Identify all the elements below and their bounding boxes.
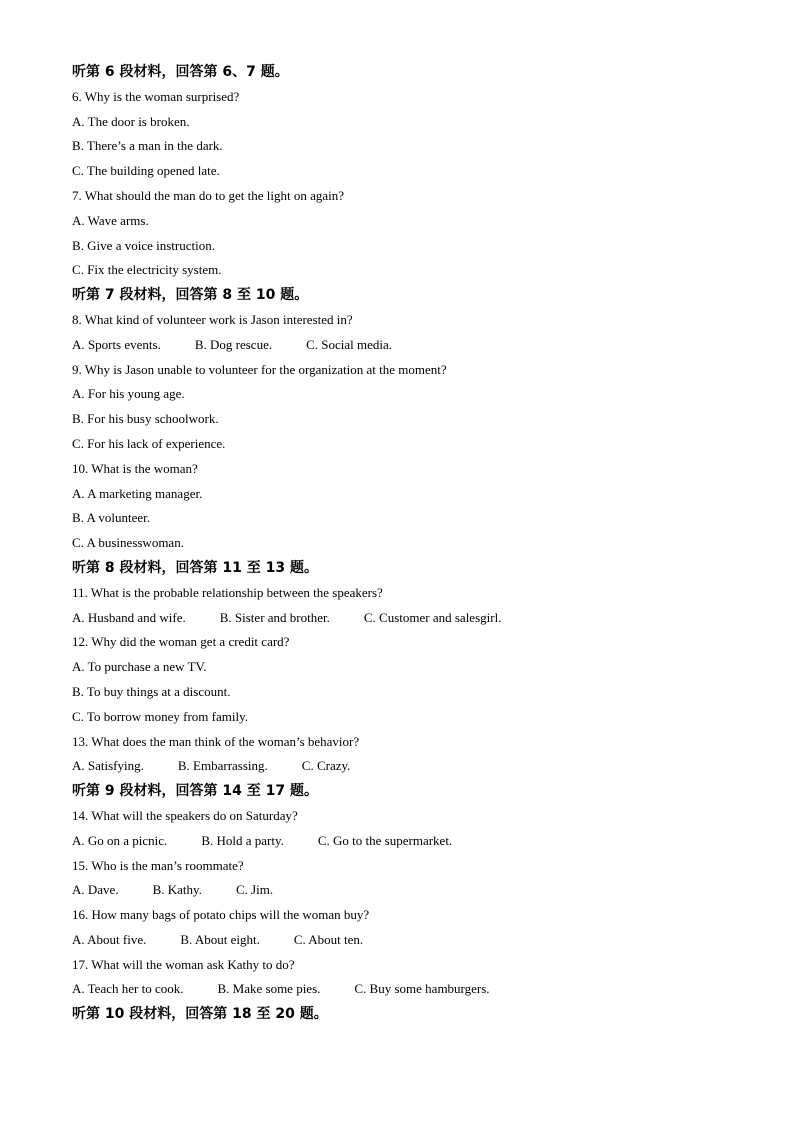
answer-option: C. Jim. — [235, 882, 274, 898]
answer-option: B. Sister and brother. — [219, 609, 330, 625]
section-heading: 听第 10 段材料，回答第 18 至 20 题。 — [72, 1006, 328, 1023]
question-stem: 10. What is the woman? — [72, 460, 198, 476]
answer-option: B. Dog rescue. — [194, 336, 273, 352]
answer-option: B. There’s a man in the dark. — [72, 138, 223, 154]
section-heading: 听第 9 段材料，回答第 14 至 17 题。 — [72, 783, 318, 800]
answer-option: C. The building opened late. — [72, 163, 220, 179]
answer-option: B. For his busy schoolwork. — [72, 411, 219, 427]
options-row — [72, 333, 752, 358]
answer-option: C. Customer and salesgirl. — [363, 609, 502, 625]
answer-option: B. About eight. — [180, 931, 260, 947]
answer-option: B. Kathy. — [152, 882, 202, 898]
question-stem: 17. What will the woman ask Kathy to do? — [72, 956, 295, 972]
answer-option: B. Hold a party. — [201, 832, 284, 848]
answer-option: A. A marketing manager. — [72, 485, 203, 501]
answer-option: A. Wave arms. — [72, 212, 149, 228]
answer-option: B. Give a voice instruction. — [72, 237, 215, 253]
answer-option: A. About five. — [72, 931, 147, 947]
answer-option: C. Crazy. — [301, 758, 351, 774]
options-row — [72, 928, 752, 953]
answer-option: A. Satisfying. — [72, 758, 144, 774]
answer-option: A. The door is broken. — [72, 113, 190, 129]
question-stem: 13. What does the man think of the woman’s behavior? — [72, 733, 360, 749]
options-row — [72, 878, 752, 903]
answer-option: C. For his lack of experience. — [72, 435, 226, 451]
answer-option: C. Go to the supermarket. — [317, 832, 453, 848]
answer-option: A. Go on a picnic. — [72, 832, 168, 848]
answer-option: A. Sports events. — [72, 336, 161, 352]
section-heading: 听第 8 段材料，回答第 11 至 13 题。 — [72, 559, 318, 576]
answer-option: B. To buy things at a discount. — [72, 683, 231, 699]
options-row — [72, 977, 752, 1002]
answer-option: C. Social media. — [306, 336, 393, 352]
answer-option: B. A volunteer. — [72, 510, 150, 526]
answer-option: A. For his young age. — [72, 386, 185, 402]
answer-option: C. Buy some hamburgers. — [354, 981, 490, 997]
question-stem: 12. Why did the woman get a credit card? — [72, 634, 290, 650]
answer-option: C. About ten. — [293, 931, 364, 947]
answer-option: B. Embarrassing. — [177, 758, 268, 774]
question-stem: 9. Why is Jason unable to volunteer for the organization at the moment? — [72, 361, 447, 377]
options-row — [72, 754, 752, 779]
question-stem: 11. What is the probable relationship between the speakers? — [72, 584, 383, 600]
answer-option: B. Make some pies. — [217, 981, 321, 997]
section-heading: 听第 6 段材料，回答第 6、7 题。 — [72, 64, 289, 80]
answer-option: C. Fix the electricity system. — [72, 262, 222, 278]
options-row — [72, 829, 752, 854]
question-stem: 7. What should the man do to get the light on again? — [72, 187, 344, 203]
answer-option: A. Teach her to cook. — [72, 981, 184, 997]
question-stem: 16. How many bags of potato chips will the woman buy? — [72, 907, 370, 923]
question-stem: 15. Who is the man’s roommate? — [72, 857, 244, 873]
answer-option: A. To purchase a new TV. — [72, 659, 207, 675]
question-stem: 6. Why is the woman surprised? — [72, 88, 240, 104]
section-heading: 听第 7 段材料，回答第 8 至 10 题。 — [72, 287, 309, 304]
question-stem: 14. What will the speakers do on Saturday? — [72, 807, 298, 823]
answer-option: A. Dave. — [72, 882, 119, 898]
answer-option: A. Husband and wife. — [72, 609, 186, 625]
options-row — [72, 606, 752, 631]
answer-option: C. A businesswoman. — [72, 535, 184, 551]
answer-option: C. To borrow money from family. — [72, 708, 249, 724]
exam-page — [72, 60, 752, 1027]
question-stem: 8. What kind of volunteer work is Jason interested in? — [72, 311, 353, 327]
